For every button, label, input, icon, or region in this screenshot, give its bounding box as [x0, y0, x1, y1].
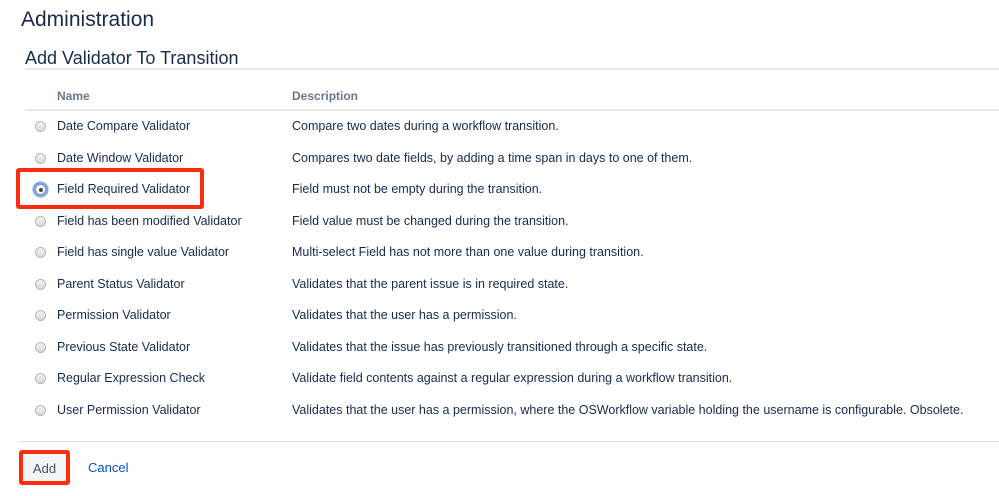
section-title: Add Validator To Transition	[25, 48, 239, 68]
table-row[interactable]	[25, 332, 999, 364]
column-header-name: Name	[57, 89, 90, 103]
radio-button[interactable]	[35, 279, 46, 290]
radio-button[interactable]	[35, 247, 46, 258]
table-row-selected[interactable]	[25, 174, 999, 206]
table-row[interactable]	[25, 111, 999, 143]
table-body	[25, 111, 999, 426]
validator-name[interactable]: User Permission Validator	[57, 402, 201, 417]
radio-button[interactable]	[35, 310, 46, 321]
divider	[25, 68, 999, 70]
validator-description: Field value must be changed during the transition.	[292, 213, 569, 228]
validator-description: Validates that the user has a permission.	[292, 308, 517, 322]
column-header-description: Description	[292, 89, 359, 103]
radio-button[interactable]	[35, 342, 46, 353]
table-row[interactable]	[25, 206, 999, 238]
table-header	[25, 84, 999, 111]
table-row[interactable]	[25, 237, 999, 269]
radio-button[interactable]	[35, 405, 46, 416]
validator-table	[25, 84, 999, 426]
validator-name[interactable]: Field has been modified Validator	[57, 213, 242, 228]
validator-name[interactable]: Date Compare Validator	[57, 119, 191, 133]
validator-name[interactable]: Date Window Validator	[57, 150, 184, 165]
table-row[interactable]	[25, 300, 999, 332]
table-row[interactable]	[25, 143, 999, 175]
table-row[interactable]	[25, 269, 999, 301]
radio-button[interactable]	[35, 153, 46, 164]
radio-button-checked[interactable]	[35, 184, 46, 195]
validator-name[interactable]: Parent Status Validator	[57, 276, 185, 291]
cancel-link[interactable]: Cancel	[88, 460, 129, 475]
radio-button[interactable]	[35, 216, 46, 227]
validator-name[interactable]: Previous State Validator	[57, 339, 191, 354]
validator-name[interactable]: Permission Validator	[57, 308, 171, 322]
validator-name[interactable]: Field Required Validator	[57, 182, 191, 196]
add-button[interactable]: Add	[23, 455, 66, 482]
validator-description: Compares two date fields, by adding a time span in days to one of them.	[292, 150, 693, 165]
table-row[interactable]	[25, 395, 999, 427]
validator-name[interactable]: Field has single value Validator	[57, 245, 230, 259]
radio-button[interactable]	[35, 373, 46, 384]
validator-name[interactable]: Regular Expression Check	[57, 371, 205, 385]
validator-description: Validates that the user has a permission, where the OSWorkflow variable holding the username is configurable. Obsolete.	[292, 402, 964, 417]
validator-description: Validate field contents against a regular expression during a workflow transition.	[292, 371, 733, 385]
validator-description: Compare two dates during a workflow transition.	[292, 119, 559, 133]
validator-description: Validates that the parent issue is in required state.	[292, 276, 569, 291]
page-title: Administration	[21, 8, 155, 31]
validator-description: Field must not be empty during the transition.	[292, 182, 543, 196]
table-row[interactable]	[25, 363, 999, 395]
validator-description: Validates that the issue has previously transitioned through a specific state.	[292, 339, 708, 354]
divider	[19, 441, 999, 442]
radio-button[interactable]	[35, 121, 46, 132]
validator-description: Multi-select Field has not more than one value during transition.	[292, 245, 644, 259]
